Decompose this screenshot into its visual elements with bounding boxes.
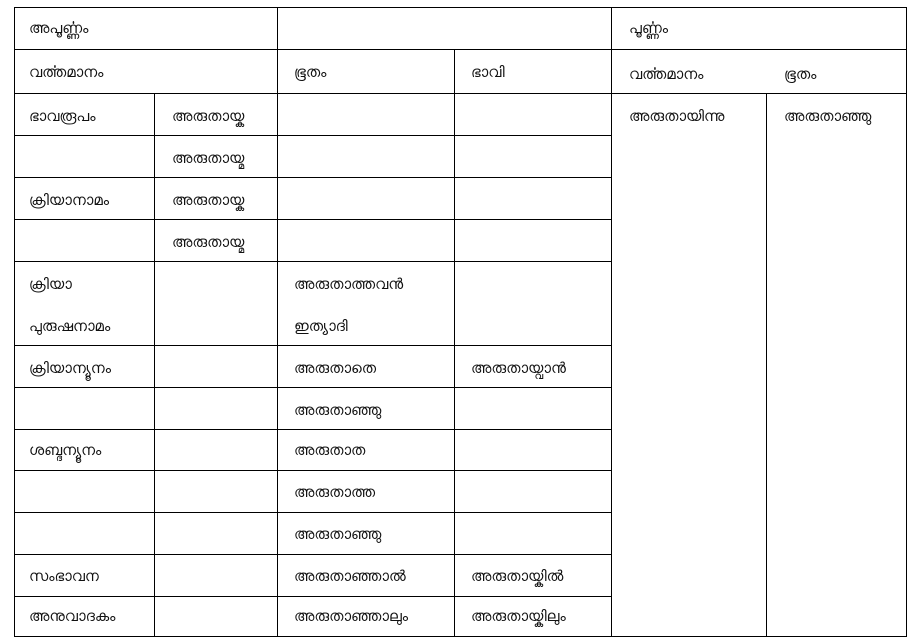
vartamanam-value: അരുതായിന്നു (629, 107, 725, 125)
row-vartamanam-cell: അരുതായ്മ (172, 149, 245, 167)
header-bhootam-right: ഭൂതം (784, 65, 817, 83)
table-column-rule (277, 7, 278, 637)
header-vartamanam-left: വൎത്തമാനം (29, 63, 104, 81)
table-rule (14, 387, 611, 388)
table-rule (14, 261, 611, 262)
header-bhavi: ഭാവി (471, 63, 505, 81)
table-rule (14, 135, 611, 136)
row-bhootam-cell: അരുതാത്ത (294, 483, 376, 501)
table-column-rule (611, 7, 612, 637)
header-bhootam-left: ഭൂതം (294, 63, 327, 81)
table-border-left (14, 7, 15, 637)
table-rule (14, 470, 611, 471)
table-border-top (14, 7, 906, 8)
row-bhootam-cell: അരുതാതെ (294, 359, 377, 377)
row-label: ശബ്ദന്യൂനം (29, 441, 102, 459)
row-label: ക്രിയാനാമം (29, 191, 110, 209)
table-column-rule (154, 93, 155, 637)
table-rule (14, 512, 611, 513)
table-rule (14, 93, 906, 94)
row-label: ക്രിയാ (29, 275, 72, 293)
row-label-line2: പുരുഷനാമം (29, 317, 111, 335)
row-bhootam-cell: അരുതാഞ്ഞു (294, 525, 382, 543)
row-label: ക്രിയാന്യൂനം (29, 359, 111, 377)
table-rule (14, 596, 611, 597)
row-vartamanam-cell: അരുതായ്ക (172, 191, 245, 209)
row-bhootam-cell: അരുതാഞ്ഞാലും (294, 607, 409, 625)
header-aporna: അപൂൎണ്ണം (29, 19, 89, 37)
row-bhootam-cell-line2: ഇത്യാദി (294, 317, 348, 335)
table-rule (14, 219, 611, 220)
table-rule (14, 429, 611, 430)
table-rule (14, 49, 906, 50)
table-rule (14, 554, 611, 555)
table-border-bottom (14, 636, 906, 637)
table-rule (14, 345, 611, 346)
row-vartamanam-cell: അരുതായ്ക (172, 107, 245, 125)
row-bhavi-cell: അരുതായ്കിലും (471, 607, 566, 625)
header-vartamanam-right: വൎത്തമാനം (629, 65, 704, 83)
row-bhavi-cell: അരുതായ്വാൻ (471, 359, 566, 377)
row-bhootam-cell: അരുതാത്തവൻ (294, 275, 404, 293)
table-rule (14, 177, 611, 178)
table-column-rule (766, 93, 767, 637)
row-bhootam-cell: അരുതാഞ്ഞാൽ (294, 567, 406, 585)
table-column-rule (454, 49, 455, 637)
table-border-right (906, 7, 907, 637)
bhootam-value: അരുതാഞ്ഞു (784, 107, 872, 125)
row-bhavi-cell: അരുതായ്കിൽ (471, 567, 564, 585)
row-label: ഭാവരൂപം (29, 107, 96, 125)
row-bhootam-cell: അരുതാഞ്ഞു (294, 401, 382, 419)
row-label: അനുവാദകം (29, 607, 116, 625)
row-label: സംഭാവന (29, 567, 99, 585)
row-vartamanam-cell: അരുതായ്മ (172, 233, 245, 251)
header-porna: പൂൎണ്ണം (629, 19, 669, 37)
row-bhootam-cell: അരുതാത (294, 441, 366, 459)
